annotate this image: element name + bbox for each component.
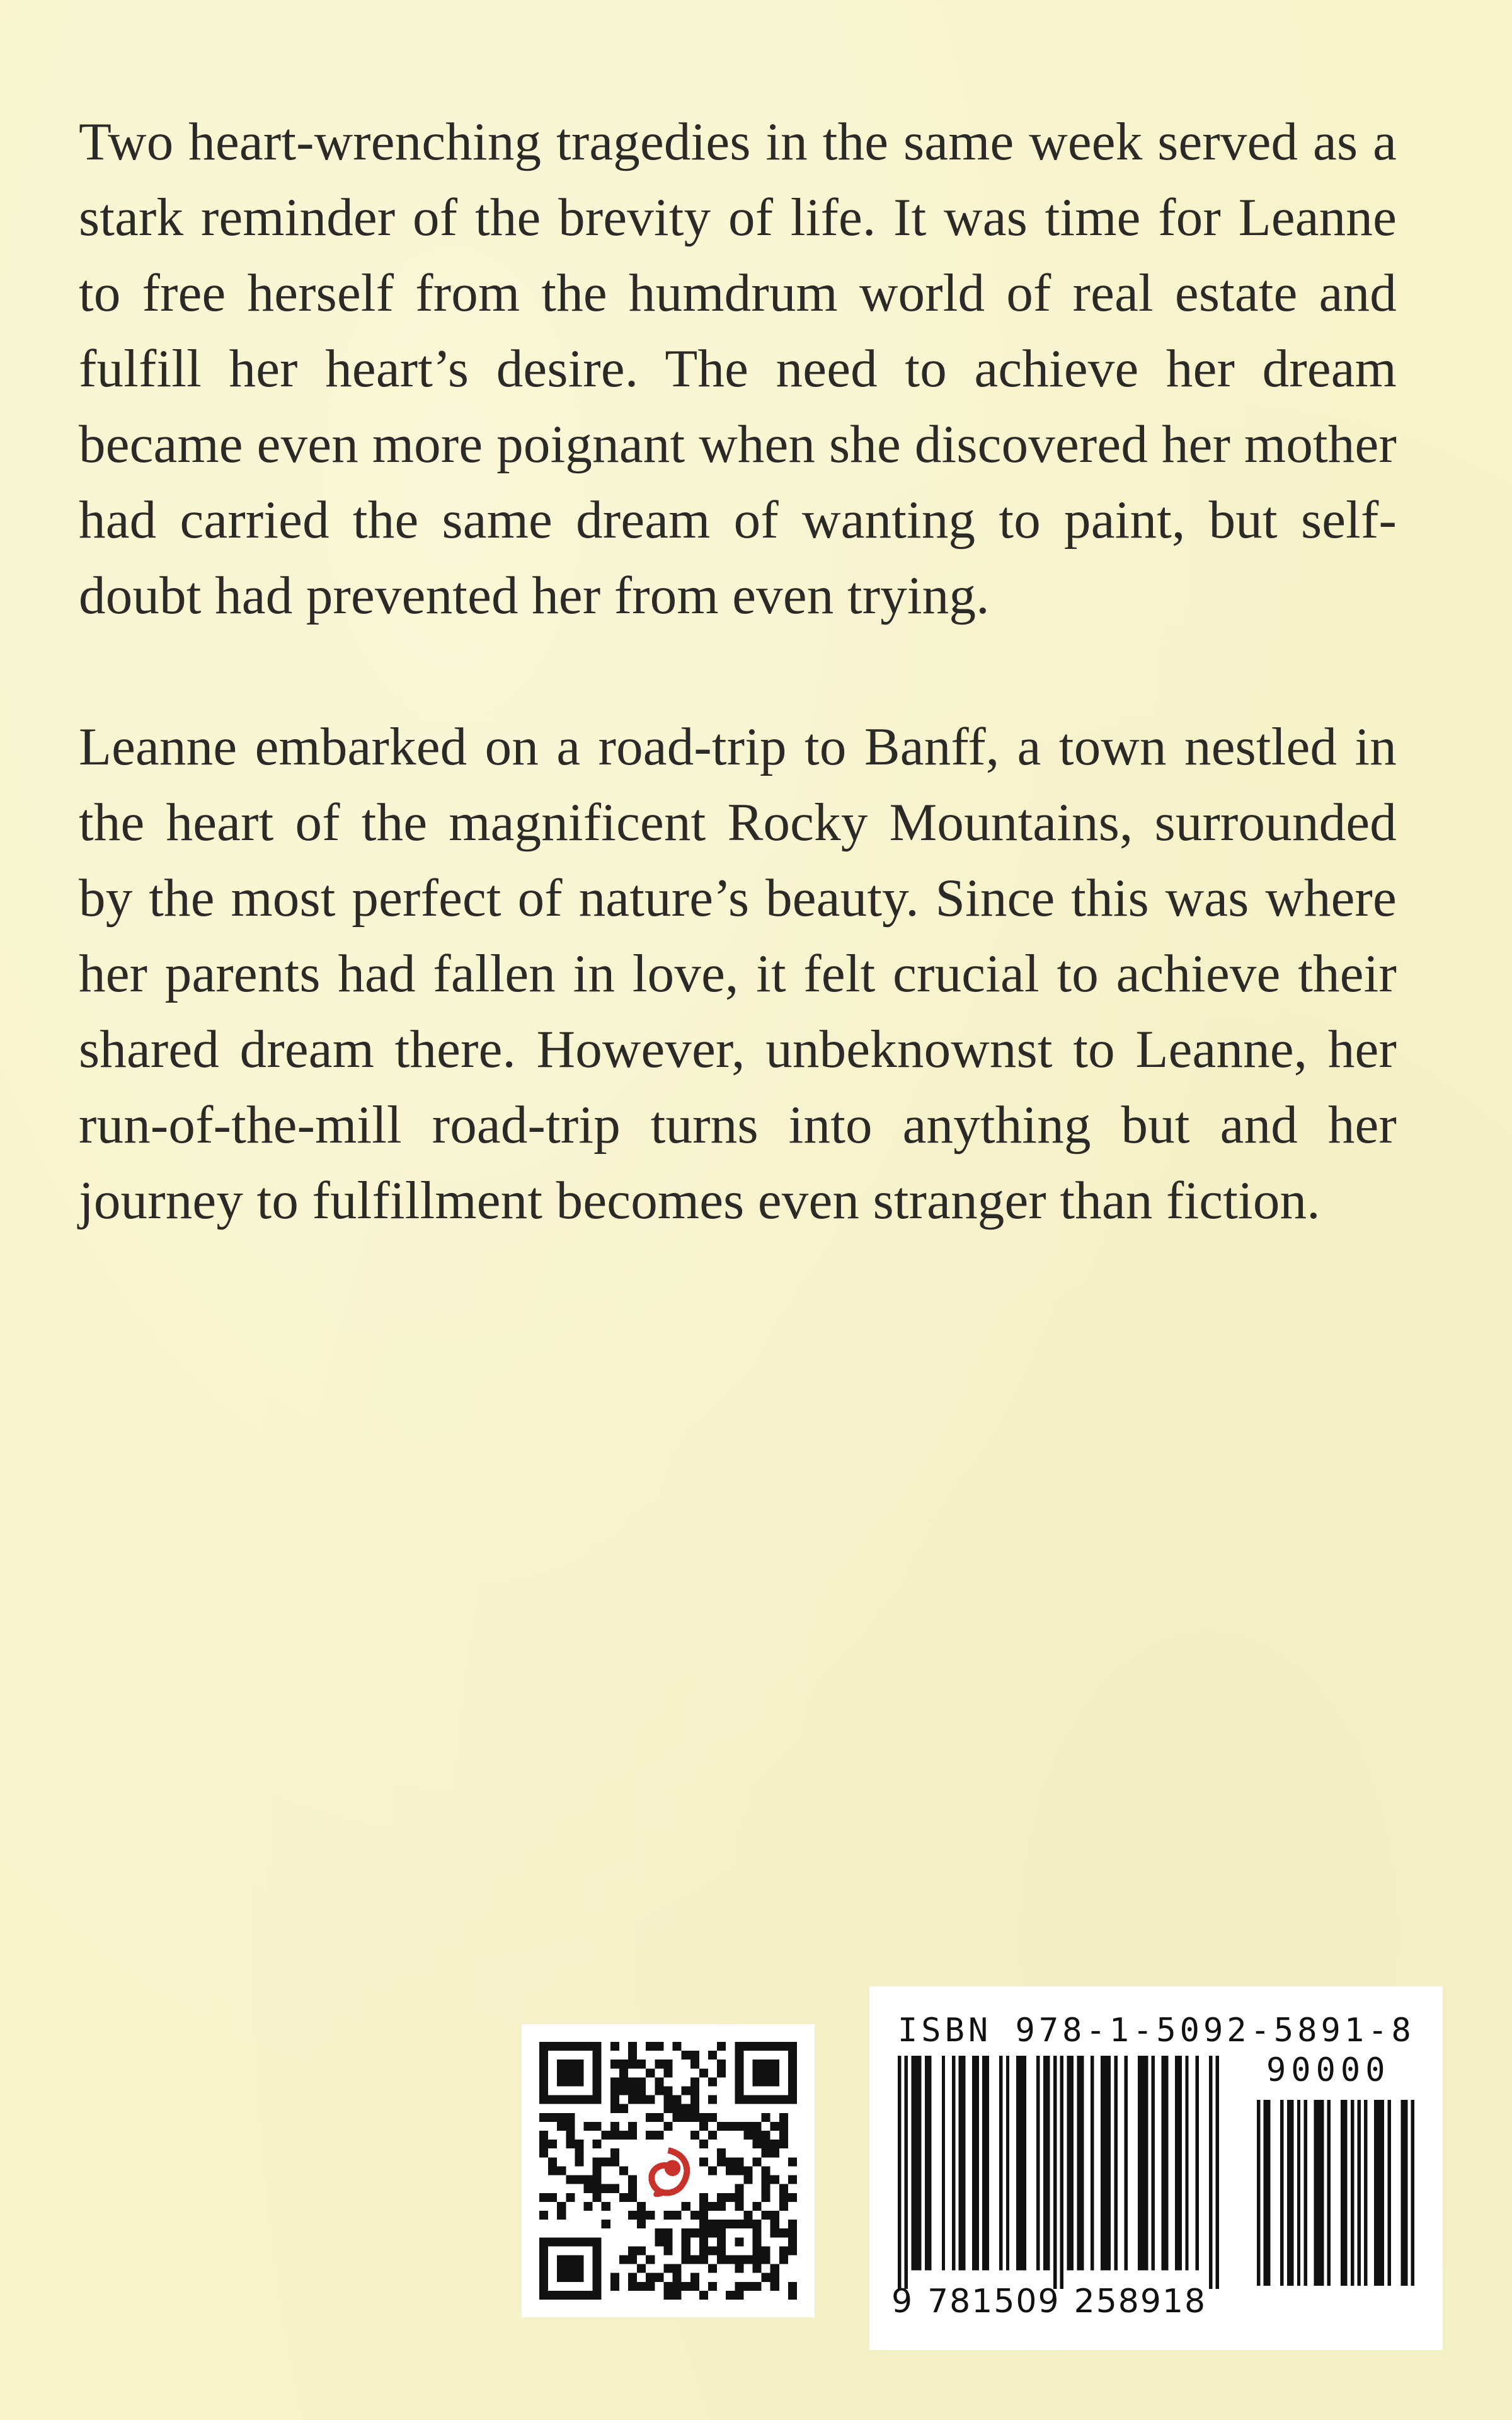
addon-bar (1364, 2100, 1367, 2286)
barcode-bar (986, 2056, 989, 2270)
barcode-bar (1077, 2056, 1080, 2270)
barcode-bar (972, 2056, 975, 2270)
barcode-bar (925, 2056, 928, 2270)
addon-bar (1317, 2100, 1320, 2286)
barcode-bar (962, 2056, 965, 2270)
barcode-bar (1138, 2056, 1141, 2270)
barcode-bar (918, 2056, 921, 2270)
barcode-bar (999, 2056, 1002, 2270)
barcode-bar (1104, 2056, 1107, 2270)
barcode-bar (1019, 2056, 1022, 2270)
barcode-bar (1053, 2056, 1057, 2289)
addon-bar (1314, 2100, 1317, 2286)
barcode-bar (952, 2056, 955, 2270)
barcode-bar (1060, 2056, 1063, 2289)
barcode-bar (1023, 2056, 1026, 2270)
barcode-bar (1195, 2056, 1198, 2270)
addon-bar (1257, 2100, 1260, 2286)
barcode-bar (1080, 2056, 1084, 2270)
qr-code (522, 2024, 815, 2317)
barcode-digits-right: 258918 (1074, 2283, 1207, 2320)
isbn-label: ISBN 978-1-5092-5891-8 (898, 2012, 1415, 2049)
barcode-digits (891, 2283, 1206, 2320)
addon-bar (1303, 2100, 1307, 2286)
barcode-bar (942, 2056, 945, 2270)
addon-bar (1401, 2100, 1404, 2286)
addon-bar (1264, 2100, 1267, 2286)
barcode-bar (1101, 2056, 1104, 2270)
addon-bar (1377, 2100, 1380, 2286)
barcode-bar (928, 2056, 931, 2270)
ean-barcode-bars (898, 2056, 1219, 2289)
addon-bar (1287, 2100, 1290, 2286)
barcode-bar (905, 2056, 908, 2289)
barcode-bar (1046, 2056, 1050, 2270)
barcode-bar (1108, 2056, 1111, 2270)
barcode-bar (1142, 2056, 1145, 2270)
barcode-bar (1209, 2056, 1212, 2289)
barcode-bar (1175, 2056, 1178, 2270)
qr-code-graphic (539, 2042, 797, 2300)
blurb-paragraph-1: Two heart-wrenching tragedies in the same week served as a stark reminder of the brevity of life. It was time for Leanne to free herself from the humdrum world of real estate and fulfill her heart’s desire. The need to achieve her dream became even more poignant when she discovered her mother had carried the same dream of wanting to paint, but self-doubt had prevented her from even trying. (79, 112, 1397, 625)
addon-bar (1387, 2100, 1390, 2286)
addon-bar (1327, 2100, 1331, 2286)
barcode-bar (982, 2056, 985, 2270)
barcode-bar (1125, 2056, 1128, 2270)
addon-bar (1351, 2100, 1354, 2286)
barcode-bar (1067, 2056, 1070, 2270)
addon-bar (1358, 2100, 1361, 2286)
barcode-bar (1091, 2056, 1094, 2270)
barcode-digits-left: 781509 (927, 2283, 1060, 2320)
addon-barcode-bars (1257, 2100, 1414, 2286)
barcode-bar (915, 2056, 918, 2270)
barcode-bar (1152, 2056, 1155, 2270)
addon-bar (1381, 2100, 1384, 2286)
addon-bar (1290, 2100, 1293, 2286)
isbn-barcode (869, 1986, 1443, 2350)
barcode-bar (1145, 2056, 1148, 2270)
addon-bar (1411, 2100, 1414, 2286)
addon-bar (1341, 2100, 1344, 2286)
barcode-bar (911, 2056, 914, 2270)
barcode-bar (959, 2056, 962, 2270)
addon-bar (1297, 2100, 1300, 2286)
barcode-bar (1006, 2056, 1009, 2270)
barcode-bar (1016, 2056, 1019, 2270)
addon-bar (1404, 2100, 1407, 2286)
barcode-bar (898, 2056, 901, 2289)
barcode-bar (1216, 2056, 1219, 2289)
barcode-bar (1165, 2056, 1168, 2270)
addon-bar (1374, 2100, 1377, 2286)
addon-bar (1267, 2100, 1270, 2286)
barcode-bar (1043, 2056, 1046, 2270)
barcode-bar (1114, 2056, 1118, 2270)
blurb-paragraph-2: Leanne embarked on a road-trip to Banff, a town nestled in the heart of the magnificent Rocky Mountains, surrounded by the most perfect of nature’s beauty. Since this was where her parents had fallen in love, it felt crucial to achieve their shared dream there. However, unbeknownst to Leanne, her run-of-the-mill road-trip turns into anything but and her journey to fulfillment becomes even stranger than fiction. (79, 717, 1397, 1230)
barcode-bar (1070, 2056, 1074, 2270)
barcode-bar (1036, 2056, 1040, 2270)
price-addon-label: 90000 (1266, 2051, 1390, 2089)
addon-bar (1280, 2100, 1283, 2286)
barcode-digit-first: 9 (891, 2283, 914, 2320)
barcode-bar (1162, 2056, 1165, 2270)
back-cover-blurb (79, 104, 1397, 1238)
barcode-bar (1179, 2056, 1182, 2270)
addon-bar (1344, 2100, 1347, 2286)
addon-bar (1320, 2100, 1324, 2286)
barcode-bar (1185, 2056, 1188, 2270)
barcode-bar (975, 2056, 978, 2270)
